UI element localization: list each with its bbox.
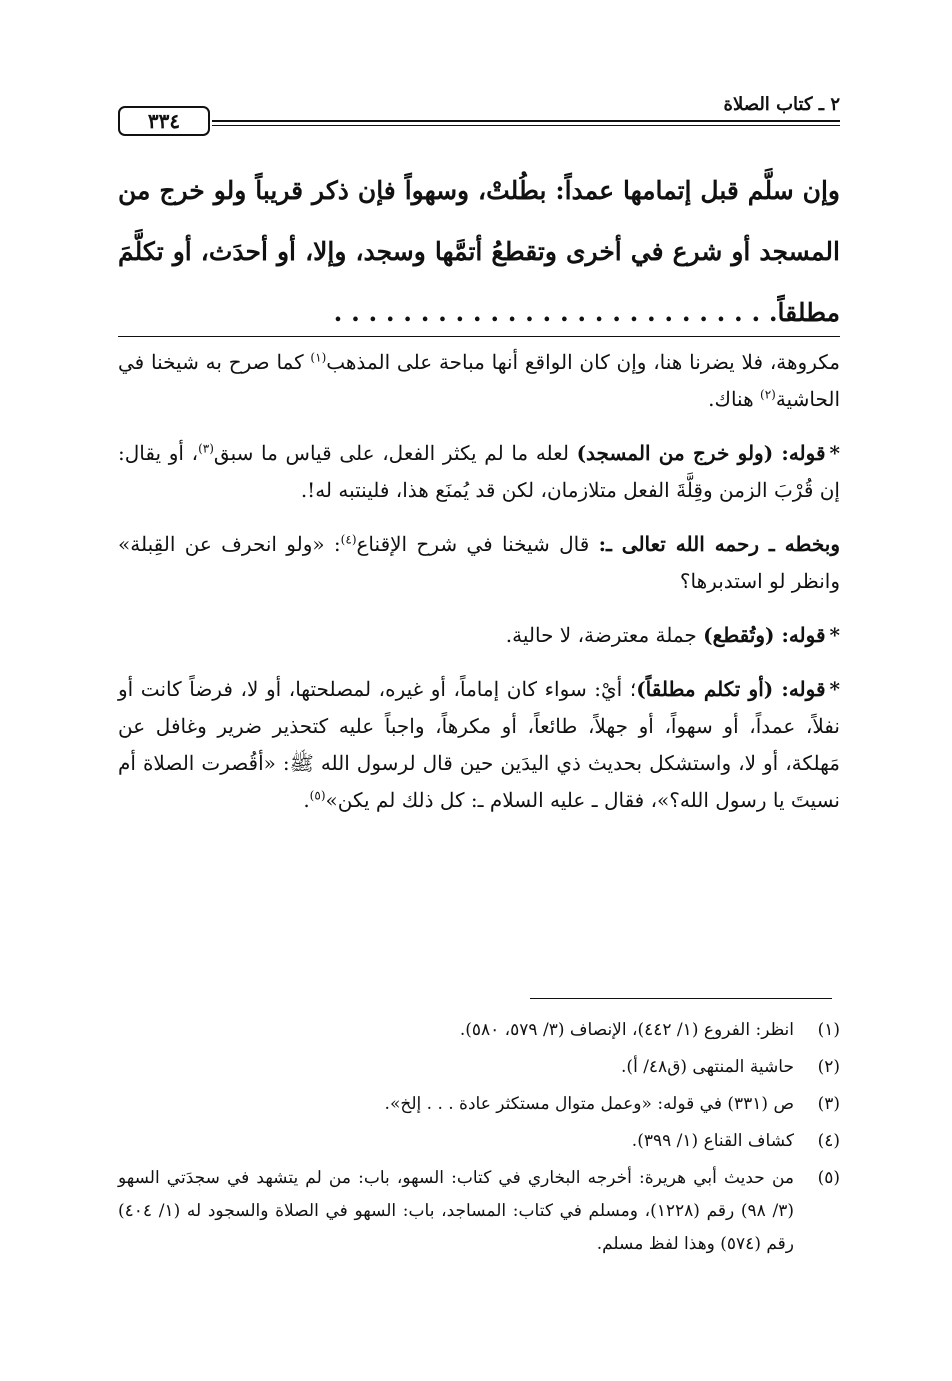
footnote-item (118, 1088, 840, 1121)
text: مكروهة، فلا يضرنا هنا، وإن كان الواقع أنها مباحة على المذهب (326, 350, 840, 374)
header-rule (212, 120, 840, 122)
header-rule-thin (212, 125, 840, 126)
commentary-paragraph-1 (118, 344, 840, 418)
footnote-ref[interactable]: (٣) (198, 441, 214, 456)
footnote-item (118, 1014, 840, 1047)
star-marker: * (829, 623, 840, 647)
lemma: قوله: (أو تكلم مطلقاً) (636, 677, 826, 701)
footnote-number: (٥) (817, 1168, 840, 1188)
footnote-ref[interactable]: (٤) (340, 532, 357, 547)
lemma: قوله: (وتُقطع) (703, 623, 826, 647)
text: : «ولو انحرف عن القِبلة» وانظر لو استدبرها؟ (118, 532, 840, 593)
lemma: وبخطه ـ رحمه الله تعالى ـ: (598, 532, 840, 556)
footnote-number: (٤) (817, 1131, 840, 1151)
footnote-ref[interactable]: (٢) (760, 387, 776, 402)
text: قال شيخنا في شرح الإقناع (356, 532, 599, 556)
commentary-paragraph-5 (118, 671, 840, 819)
running-title: ٢ ـ كتاب الصلاة (723, 94, 840, 115)
main-text: وإن سلَّم قبل إتمامها عمداً: بطُلتْ، وسهواً فإن ذكر قريباً ولو خرج من المسجد أو شرع في أخرى وتقطعُ أتمَّها وسجد، وإلا، أو أحدَث، أو تكلَّمَ مطلقاً. . . . . . . . . . . . . . . . . . . . . . . . . . (118, 176, 840, 327)
commentary-paragraph-3 (118, 526, 840, 600)
commentary-paragraph-4 (118, 617, 840, 654)
footnote-divider (530, 998, 832, 999)
commentary-paragraph-2 (118, 435, 840, 509)
star-marker: * (829, 441, 840, 465)
footnote-item (118, 1125, 840, 1158)
footnote-text: من حديث أبي هريرة: أخرجه البخاري في كتاب: السهو، باب: من لم يتشهد في سجدَتي السهو (٣/ ٩٨) رقم (١٢٢٨)، ومسلم في كتاب: المساجد، باب: السهو في الصلاة والسجود له (١/ ٤٠٤) رقم (٥٧٤) وهذا لفظ مسلم. (118, 1168, 794, 1254)
footnote-number: (١) (817, 1020, 840, 1040)
footnote-number: (٢) (817, 1057, 840, 1077)
text: جملة معترضة، لا حالية. (505, 623, 704, 647)
page-header (118, 96, 840, 140)
text: كما صرح به شيخنا في الحاشية (118, 350, 840, 411)
footnotes (118, 1014, 840, 1265)
commentary (118, 344, 840, 836)
footnote-text: كشاف القناع (١/ ٣٩٩). (631, 1131, 794, 1151)
footnote-ref[interactable]: (١) (310, 350, 327, 365)
footnote-item (118, 1162, 840, 1261)
lemma: قوله: (ولو خرج من المسجد) (576, 441, 826, 465)
text: ؛ أيْ: سواء كان إماماً، أو غيره، لمصلحتها، أو لا، فرضاً كانت أو نفلاً، عمداً، أو سهواً، أو جهلاً، طائعاً، أو مكرهاً، واجباً عليه كتحذير ضرير وغافل عن مَهلكة، أو لا، واستشكل بحديث ذي اليدَين حين قال لرسول الله ﷺ: «أقُصرت الصلاة أم نسيتَ يا رسول الله؟»، فقال ـ عليه السلام ـ: كل ذلك لم يكن» (118, 677, 840, 812)
text: هناك. (708, 387, 760, 411)
page-number: ٣٣٤ (118, 106, 210, 136)
text: لعله ما لم يكثر الفعل، على قياس ما سبق (213, 441, 577, 465)
footnote-number: (٣) (817, 1094, 840, 1114)
footnote-ref[interactable]: (٥) (309, 788, 326, 803)
footnote-text: ص (٣٣١) في قوله: «وعمل متوال مستكثر عادة . . . إلخ». (384, 1094, 794, 1114)
main-text-divider (118, 336, 840, 337)
text: . (303, 788, 310, 812)
footnote-text: حاشية المنتهى (ق٤٨/ أ). (621, 1057, 794, 1077)
footnote-item (118, 1051, 840, 1084)
text: ، أو يقال: إن قُرْبَ الزمن وقِلَّةَ الفعل متلازمان، لكن قد يُمنَع هذا، فلينتبه له!. (118, 441, 840, 502)
footnote-text: انظر: الفروع (١/ ٤٤٢)، الإنصاف (٣/ ٥٧٩، ٥٨٠). (459, 1020, 794, 1040)
star-marker: * (829, 677, 840, 701)
